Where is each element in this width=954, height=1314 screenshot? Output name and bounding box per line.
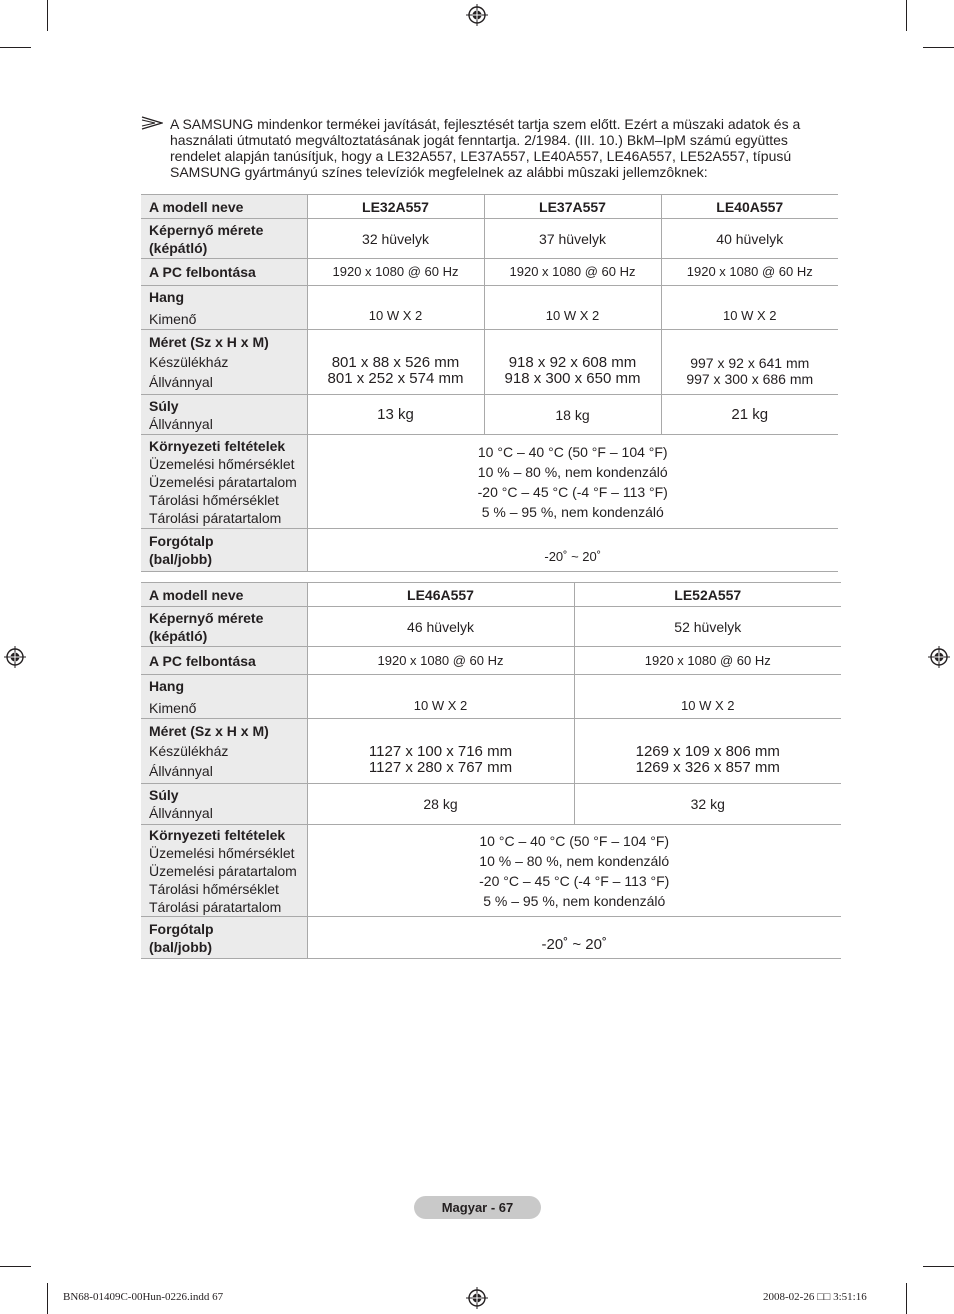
- pc-resolution: 1920 x 1080 @ 60 Hz: [661, 259, 838, 286]
- crop-mark: [47, 1283, 48, 1314]
- crop-mark: [906, 0, 907, 31]
- table-row: [141, 395, 838, 435]
- dimensions-cell: [574, 719, 841, 784]
- dimension-body: 997 x 92 x 641 mm: [690, 355, 810, 371]
- file-slug: BN68-01409C-00Hun-0226.indd 67: [63, 1291, 224, 1303]
- timestamp-slug: 2008-02-26 □□ 3:51:16: [763, 1291, 867, 1303]
- pc-resolution: 1920 x 1080 @ 60 Hz: [307, 259, 484, 286]
- label-line: Készülékház: [149, 743, 229, 759]
- label-line: Tárolási hőmérséklet: [149, 491, 279, 508]
- table-row: [141, 917, 841, 959]
- row-label: [141, 917, 307, 959]
- screen-size: 32 hüvelyk: [307, 219, 484, 259]
- env-value: 10 °C – 40 °C (50 °F – 104 °F): [479, 832, 670, 849]
- row-label: A modell neve: [141, 195, 307, 219]
- registration-mark-icon: [466, 4, 488, 26]
- env-value: -20 °C – 45 °C (-4 °F – 113 °F): [477, 483, 668, 500]
- model-name: LE37A557: [484, 195, 661, 219]
- label-line: Kimenő: [149, 310, 197, 327]
- row-label: [141, 719, 307, 784]
- table-row: [141, 286, 838, 330]
- model-name: LE52A557: [574, 583, 841, 607]
- table-row: [141, 583, 841, 607]
- weight: 21 kg: [661, 395, 838, 435]
- screen-size: 40 hüvelyk: [661, 219, 838, 259]
- model-name: LE32A557: [307, 195, 484, 219]
- table-row: [141, 259, 838, 286]
- screen-size: 37 hüvelyk: [484, 219, 661, 259]
- env-value: 5 % – 95 %, nem kondenzáló: [483, 892, 666, 909]
- env-value: 5 % – 95 %, nem kondenzáló: [481, 503, 664, 520]
- label-line: Súly: [149, 787, 179, 803]
- dimension-body: 1127 x 100 x 716 mm: [368, 743, 513, 760]
- label-line: Tárolási páratartalom: [149, 898, 282, 915]
- swivel-value: -20˚ ~ 20˚: [307, 917, 841, 959]
- row-label: [141, 784, 307, 825]
- row-label: [141, 286, 307, 330]
- pc-resolution: 1920 x 1080 @ 60 Hz: [307, 647, 574, 675]
- row-label: [141, 607, 307, 647]
- label-line: Hang: [149, 677, 184, 694]
- label-line: Üzemelési páratartalom: [149, 862, 297, 879]
- label-line: Forgótalp: [149, 533, 214, 549]
- table-row: [141, 195, 838, 219]
- table-row: [141, 784, 841, 825]
- row-label: [141, 647, 307, 675]
- crop-mark: [906, 1283, 907, 1314]
- pc-resolution: 1920 x 1080 @ 60 Hz: [484, 259, 661, 286]
- table-row: [141, 825, 841, 917]
- label-line: Üzemelési hőmérséklet: [149, 455, 295, 472]
- dimension-stand: 918 x 300 x 650 mm: [504, 370, 641, 387]
- label-line: Méret (Sz x H x M): [149, 334, 269, 350]
- page-number-badge: Magyar - 67: [414, 1196, 541, 1219]
- weight: 32 kg: [574, 784, 841, 825]
- label-line: Kimenő: [149, 699, 197, 716]
- environment-cell: [307, 435, 838, 529]
- spec-table-1: [141, 194, 838, 572]
- label-line: Tárolási páratartalom: [149, 509, 282, 526]
- label-line: Környezeti feltételek: [149, 826, 286, 843]
- sound-output: 10 W X 2: [307, 286, 484, 330]
- table-row: [141, 719, 841, 784]
- dimensions-cell: [661, 330, 838, 395]
- label-line: Állvánnyal: [149, 374, 213, 390]
- swivel-value: -20˚ ~ 20˚: [307, 529, 838, 572]
- screen-size: 46 hüvelyk: [307, 607, 574, 647]
- label-line: Üzemelési hőmérséklet: [149, 844, 295, 861]
- table-row: [141, 607, 841, 647]
- row-label: [141, 330, 307, 395]
- dimensions-cell: [307, 330, 484, 395]
- sound-output: 10 W X 2: [484, 286, 661, 330]
- table-row: [141, 435, 838, 529]
- label-line: Forgótalp: [149, 920, 214, 937]
- row-label: [141, 435, 307, 529]
- sound-output: 10 W X 2: [307, 675, 574, 719]
- weight: 28 kg: [307, 784, 574, 825]
- crop-mark: [923, 47, 954, 48]
- label-line: Állvánnyal: [149, 415, 213, 432]
- dimension-stand: 997 x 300 x 686 mm: [686, 371, 814, 387]
- row-label: [141, 825, 307, 917]
- label-line: A PC felbontása: [149, 264, 256, 280]
- intro-text: A SAMSUNG mindenkor termékei javítását, fejlesztését tartja szem előtt. Ezért a müszaki adatok és a használati útmutató megváltoztatásának jogát fenntartja. 2/1984. (III. 10.) BkM–IpM számú együttes rendelet alapján tanúsítjuk, hogy a LE32A557, LE37A557, LE40A557, LE46A557, LE52A557, típusú SAMSUNG gyártmányú színes televíziók megfelelnek az alábbi mûszaki jellemzôknek:: [170, 116, 801, 180]
- label-line: Állvánnyal: [149, 763, 213, 779]
- sound-output: 10 W X 2: [661, 286, 838, 330]
- label-line: Képernyő mérete: [149, 609, 264, 626]
- row-label: [141, 395, 307, 435]
- label-line: Hang: [149, 288, 184, 305]
- row-label: [141, 259, 307, 286]
- registration-mark-icon: [4, 646, 26, 668]
- dimension-body: 918 x 92 x 608 mm: [508, 354, 637, 371]
- dimensions-cell: [484, 330, 661, 395]
- label-line: Méret (Sz x H x M): [149, 723, 269, 739]
- table-row: [141, 219, 838, 259]
- note-arrow-icon: [141, 116, 163, 130]
- spec-table-2: [141, 582, 841, 959]
- environment-cell: [307, 825, 841, 917]
- dimension-stand: 1127 x 280 x 767 mm: [368, 759, 513, 776]
- env-value: 10 % – 80 %, nem kondenzáló: [479, 852, 670, 869]
- weight: 18 kg: [484, 395, 661, 435]
- label-line: (képátló): [149, 627, 208, 644]
- table-row: [141, 675, 841, 719]
- model-name: LE46A557: [307, 583, 574, 607]
- dimension-stand: 801 x 252 x 574 mm: [327, 370, 464, 387]
- crop-mark: [0, 1266, 31, 1267]
- registration-mark-icon: [466, 1287, 488, 1309]
- label-line: (képátló): [149, 239, 208, 256]
- crop-mark: [0, 47, 31, 48]
- registration-mark-icon: [928, 646, 950, 668]
- label-line: A PC felbontása: [149, 652, 256, 669]
- label-line: Tárolási hőmérséklet: [149, 880, 279, 897]
- model-name: LE40A557: [661, 195, 838, 219]
- label-line: Képernyő mérete: [149, 221, 264, 238]
- table-row: [141, 647, 841, 675]
- intro-note: [141, 116, 841, 180]
- label-line: Állvánnyal: [149, 805, 213, 821]
- label-line: Készülékház: [149, 354, 229, 370]
- env-value: 10 % – 80 %, nem kondenzáló: [477, 463, 668, 480]
- table-row: [141, 529, 838, 572]
- dimension-body: 1269 x 109 x 806 mm: [635, 743, 780, 760]
- row-label: [141, 529, 307, 572]
- label-line: (bal/jobb): [149, 938, 212, 955]
- label-line: Súly: [149, 397, 179, 414]
- pc-resolution: 1920 x 1080 @ 60 Hz: [574, 647, 841, 675]
- label-line: Környezeti feltételek: [149, 437, 286, 454]
- dimension-stand: 1269 x 326 x 857 mm: [635, 759, 780, 776]
- weight: 13 kg: [307, 395, 484, 435]
- env-value: 10 °C – 40 °C (50 °F – 104 °F): [477, 443, 668, 460]
- sound-output: 10 W X 2: [574, 675, 841, 719]
- crop-mark: [47, 0, 48, 31]
- table-row: [141, 330, 838, 395]
- env-value: -20 °C – 45 °C (-4 °F – 113 °F): [479, 872, 670, 889]
- dimension-body: 801 x 88 x 526 mm: [331, 354, 460, 371]
- row-label: [141, 675, 307, 719]
- dimensions-cell: [307, 719, 574, 784]
- row-label: A modell neve: [141, 583, 307, 607]
- label-line: (bal/jobb): [149, 551, 212, 567]
- crop-mark: [923, 1266, 954, 1267]
- screen-size: 52 hüvelyk: [574, 607, 841, 647]
- label-line: Üzemelési páratartalom: [149, 473, 297, 490]
- row-label: [141, 219, 307, 259]
